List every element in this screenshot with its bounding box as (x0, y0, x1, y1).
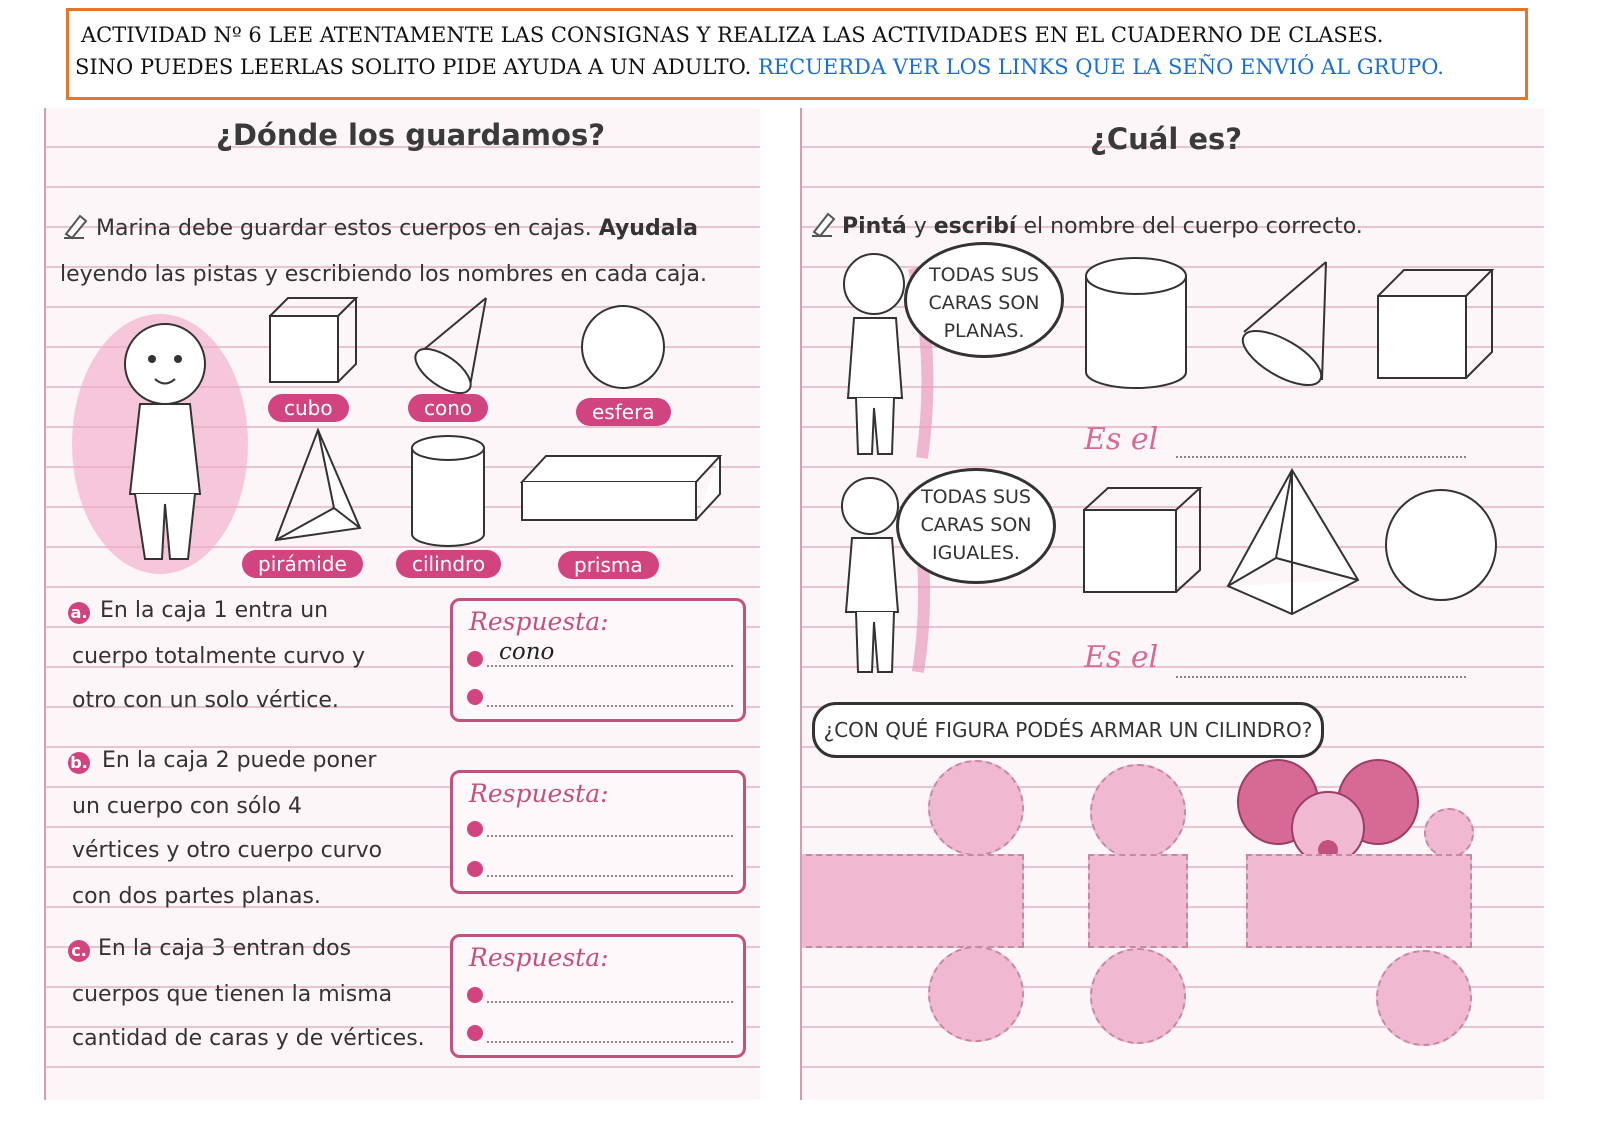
question-b-line3: vértices y otro cuerpo curvo (72, 838, 383, 863)
pyramid-shape (274, 428, 364, 544)
answer-prompt-2: Es el (1084, 640, 1159, 675)
answer-label-a: Respuesta: (469, 607, 609, 636)
cutout-circle (1090, 948, 1186, 1044)
answer-line[interactable] (487, 875, 733, 877)
answer-box-c (450, 934, 746, 1058)
left-instruction-line1: Marina debe guardar estos cuerpos en cajas. Ayudala (96, 216, 698, 241)
answer-line[interactable] (487, 705, 733, 707)
left-worksheet-page (44, 108, 760, 1100)
bullet-dot (467, 821, 483, 837)
label-prisma: prisma (558, 551, 659, 579)
question-b-line4: con dos partes planas. (72, 884, 321, 909)
cone-shape (408, 296, 498, 396)
question-a-line3: otro con un solo vértice. (72, 688, 339, 713)
answer-label-c: Respuesta: (469, 943, 609, 972)
left-instruction-line2: leyendo las pistas y escribiendo los nombres en cada caja. (60, 262, 707, 287)
question-c-line1: En la caja 3 entran dos (98, 936, 352, 961)
cube-shape (1376, 268, 1494, 382)
bullet-dot (467, 1025, 483, 1041)
cutout-rectangle (800, 854, 1024, 948)
pyramid-shape (1226, 468, 1362, 618)
speech-bubble-2: TODAS SUS CARAS SON IGUALES. (896, 468, 1056, 584)
answer-label-b: Respuesta: (469, 779, 609, 808)
page-title-left: ¿Dónde los guardamos? (216, 118, 606, 152)
question-c-line3: cantidad de caras y de vértices. (72, 1026, 425, 1051)
cube-shape (268, 296, 358, 386)
answer-line[interactable] (487, 1041, 733, 1043)
bullet-dot (467, 861, 483, 877)
sphere-shape (1384, 488, 1498, 602)
bullet-dot (467, 651, 483, 667)
answer-line-1[interactable] (1176, 456, 1466, 458)
bullet-dot (467, 987, 483, 1003)
question-a-line1: En la caja 1 entra un (100, 598, 329, 623)
letter-c-badge: c. (68, 940, 90, 962)
answer-line-2[interactable] (1176, 676, 1466, 678)
mouse-illustration (1238, 758, 1418, 864)
answer-box-a (450, 598, 746, 722)
cylinder-shape (1084, 256, 1188, 392)
answer-line[interactable] (487, 835, 733, 837)
cutout-circle (1090, 764, 1186, 860)
girl-illustration (70, 304, 260, 574)
cutout-rectangle (1246, 854, 1472, 948)
letter-a-badge: a. (68, 602, 90, 624)
cube-shape (1082, 486, 1202, 596)
header-line-1: ACTIVIDAD Nº 6 LEE ATENTAMENTE LAS CONSIGNAS Y REALIZA LAS ACTIVIDADES EN EL CUADERNO DE CLASES. (81, 23, 1384, 47)
right-worksheet-page (800, 108, 1544, 1100)
question-c-line2: cuerpos que tienen la misma (72, 982, 393, 1007)
page-title-right: ¿Cuál es? (1090, 122, 1243, 156)
bullet-dot (467, 689, 483, 705)
right-instruction: Pintá y escribí el nombre del cuerpo correcto. (842, 214, 1363, 239)
instructions-header (66, 8, 1528, 100)
label-cubo: cubo (268, 394, 349, 422)
prism-shape (520, 454, 724, 524)
sphere-shape (580, 304, 666, 390)
answer-prompt-1: Es el (1084, 422, 1159, 457)
cylinder-question-bubble: ¿CON QUÉ FIGURA PODÉS ARMAR UN CILINDRO? (812, 702, 1324, 758)
cylinder-shape (410, 434, 486, 550)
cutout-rectangle (1088, 854, 1188, 948)
question-a-line2: cuerpo totalmente curvo y (72, 644, 365, 669)
pencil-icon (810, 210, 836, 238)
speech-bubble-1: TODAS SUS CARAS SON PLANAS. (904, 242, 1064, 358)
header-line-2-text: SINO PUEDES LEERLAS SOLITO PIDE AYUDA A UN ADULTO. (75, 55, 752, 79)
label-cono: cono (408, 394, 488, 422)
label-piramide: pirámide (242, 550, 363, 578)
cutout-circle (1376, 950, 1472, 1046)
answer-a-written: cono (499, 639, 555, 665)
cutout-circle (928, 760, 1024, 856)
cone-shape (1234, 260, 1334, 396)
letter-b-badge: b. (68, 752, 90, 774)
cutout-circle-small (1424, 808, 1474, 858)
answer-line[interactable] (487, 665, 733, 667)
cutout-circle (928, 946, 1024, 1042)
answer-box-b (450, 770, 746, 894)
pencil-icon (62, 212, 88, 240)
header-link-text: RECUERDA VER LOS LINKS QUE LA SEÑO ENVIÓ AL GRUPO. (758, 55, 1444, 79)
question-b-line2: un cuerpo con sólo 4 (72, 794, 302, 819)
label-esfera: esfera (576, 398, 671, 426)
label-cilindro: cilindro (396, 550, 501, 578)
header-line-2 (75, 55, 1444, 79)
question-b-line1: En la caja 2 puede poner (102, 748, 377, 773)
answer-line[interactable] (487, 1001, 733, 1003)
